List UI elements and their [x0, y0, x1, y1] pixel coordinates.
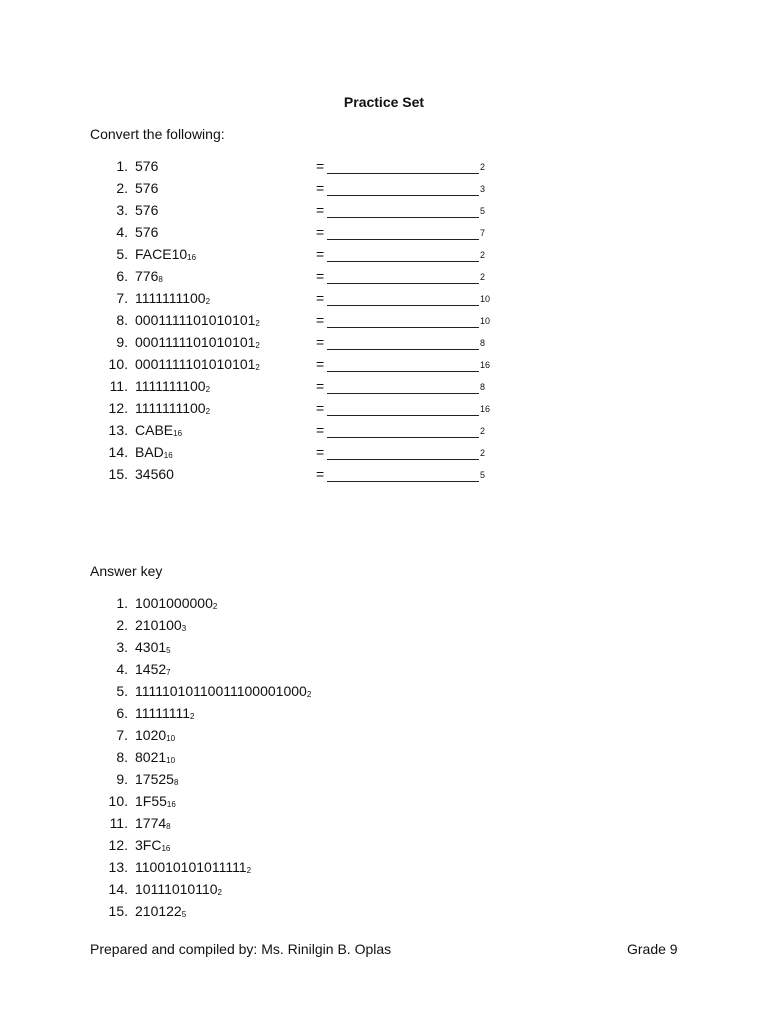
answer-base: 2: [246, 866, 252, 875]
question-value: [135, 180, 158, 196]
answer-value: [135, 771, 178, 787]
question-value-text: 576: [135, 180, 159, 196]
answer-row: [90, 617, 690, 637]
answer-number: 8.: [116, 749, 128, 765]
question-value: [135, 290, 210, 306]
answer-blank: [327, 202, 479, 218]
question-row: [90, 444, 690, 464]
equals-sign: =: [316, 312, 325, 328]
question-row: [90, 356, 690, 376]
answer-base: 2: [212, 602, 218, 611]
question-number: 8.: [116, 312, 128, 328]
equals-sign: =: [316, 422, 325, 438]
target-base: 3: [480, 184, 486, 194]
question-value: [135, 312, 260, 328]
answer-value-text: 210122: [135, 903, 182, 919]
question-row: [90, 378, 690, 398]
question-row: [90, 158, 690, 178]
question-row: [90, 180, 690, 200]
answer-row: [90, 793, 690, 813]
answer-base: 2: [217, 888, 222, 897]
question-row: [90, 334, 690, 354]
answer-value: [135, 661, 171, 677]
question-number: 1.: [116, 158, 128, 174]
question-row: [90, 246, 690, 266]
equals-sign: =: [316, 180, 325, 196]
target-base: 2: [480, 250, 486, 260]
question-value: [135, 378, 210, 394]
answer-blank: [327, 422, 479, 438]
page-title: Practice Set: [343, 94, 425, 110]
answer-row: [90, 771, 690, 791]
answer-number: 11.: [109, 815, 128, 831]
answer-blank: [327, 378, 479, 394]
equals-sign: =: [316, 224, 325, 240]
answer-value-text: 1001000000: [135, 595, 213, 611]
target-base: 2: [480, 162, 486, 172]
question-value: [135, 158, 158, 174]
question-value: [135, 268, 163, 284]
question-row: [90, 224, 690, 244]
question-value: [135, 224, 158, 240]
question-source-base: 8: [158, 275, 163, 284]
question-source-base: 2: [205, 297, 211, 306]
answer-number: 12.: [108, 837, 128, 853]
answer-base: 5: [181, 910, 187, 919]
question-value: [135, 356, 260, 372]
answer-blank: [327, 466, 479, 482]
answer-number: 2.: [116, 617, 128, 633]
answer-value: [135, 595, 217, 611]
answer-value: [135, 837, 170, 853]
answer-row: [90, 683, 690, 703]
equals-sign: =: [316, 290, 325, 306]
footer-author: Prepared and compiled by: Ms. Rinilgin B. Oplas: [90, 941, 392, 957]
question-source-base: 2: [255, 319, 260, 328]
answer-row: [90, 749, 690, 769]
target-base: 2: [480, 448, 486, 458]
answer-blank: [327, 268, 479, 284]
target-base: 10: [480, 316, 491, 326]
answer-value-text: 3FC: [135, 837, 162, 853]
question-value-text: 0001111101010101: [135, 334, 256, 350]
answer-value-text: 17525: [135, 771, 174, 787]
equals-sign: =: [316, 444, 325, 460]
question-row: [90, 202, 690, 222]
answer-number: 3.: [116, 639, 128, 655]
equals-sign: =: [316, 356, 325, 372]
question-row: [90, 400, 690, 420]
target-base: 5: [480, 206, 486, 216]
answer-blank: [327, 290, 479, 306]
answer-value: [135, 617, 186, 633]
answer-blank: [327, 334, 479, 350]
instruction-text: Convert the following:: [90, 126, 225, 142]
question-source-base: 16: [163, 451, 173, 460]
answer-base: 16: [161, 844, 171, 853]
question-value: [135, 466, 174, 482]
question-value-text: 0001111101010101: [135, 356, 256, 372]
equals-sign: =: [316, 268, 325, 284]
question-value-text: FACE10: [135, 246, 188, 262]
answer-number: 15.: [108, 903, 128, 919]
footer-grade: Grade 9: [627, 941, 678, 957]
question-row: [90, 466, 690, 486]
question-value-text: 1111111100: [135, 290, 206, 306]
answer-value: [135, 881, 222, 897]
answer-blank: [327, 180, 479, 196]
question-value: [135, 400, 210, 416]
question-row: [90, 290, 690, 310]
answer-blank: [327, 158, 479, 174]
answer-row: [90, 595, 690, 615]
answer-value-text: 11111010110011100001000: [135, 683, 307, 699]
answer-value: [135, 727, 175, 743]
question-source-base: 2: [205, 385, 211, 394]
answer-base: 5: [166, 646, 171, 655]
answer-value: [135, 683, 311, 699]
answer-value-text: 10111010110: [135, 881, 218, 897]
answer-value-text: 1452: [135, 661, 167, 677]
answer-base: 8: [166, 822, 171, 831]
question-number: 7.: [116, 290, 128, 306]
answer-blank: [327, 444, 479, 460]
target-base: 10: [480, 294, 491, 304]
answer-row: [90, 727, 690, 747]
target-base: 5: [480, 470, 486, 480]
answer-value: [135, 749, 175, 765]
question-value-text: 1111111100: [135, 400, 206, 416]
answer-number: 13.: [108, 859, 128, 875]
answer-value-text: 8021: [135, 749, 167, 765]
question-source-base: 16: [173, 429, 183, 438]
answer-blank: [327, 224, 479, 240]
question-value: [135, 334, 260, 350]
target-base: 2: [480, 272, 486, 282]
question-value: [135, 246, 196, 262]
answer-number: 7.: [116, 727, 128, 743]
answer-number: 10.: [108, 793, 128, 809]
equals-sign: =: [316, 334, 325, 350]
answer-row: [90, 837, 690, 857]
question-number: 3.: [116, 202, 128, 218]
answer-value: [135, 705, 194, 721]
question-source-base: 2: [255, 363, 260, 372]
equals-sign: =: [316, 466, 325, 482]
equals-sign: =: [316, 400, 325, 416]
answer-value: [135, 793, 176, 809]
question-row: [90, 422, 690, 442]
question-source-base: 2: [205, 407, 211, 416]
answer-row: [90, 639, 690, 659]
target-base: 2: [480, 426, 486, 436]
equals-sign: =: [316, 378, 325, 394]
answer-value: [135, 639, 171, 655]
target-base: 16: [480, 360, 491, 370]
question-row: [90, 312, 690, 332]
equals-sign: =: [316, 158, 325, 174]
answer-row: [90, 859, 690, 879]
answer-base: 2: [306, 690, 312, 699]
question-number: 6.: [116, 268, 128, 284]
answer-base: 10: [166, 734, 176, 743]
answer-value-text: 11111111: [135, 705, 191, 721]
question-number: 4.: [116, 224, 128, 240]
question-value-text: 1111111100: [135, 378, 206, 394]
question-number: 9.: [116, 334, 128, 350]
question-number: 13.: [108, 422, 128, 438]
answer-value-text: 110010101011111: [135, 859, 247, 875]
answer-blank: [327, 246, 479, 262]
answer-base: 16: [166, 800, 176, 809]
answer-number: 5.: [116, 683, 128, 699]
question-number: 14.: [108, 444, 128, 460]
answer-row: [90, 705, 690, 725]
question-source-base: 16: [187, 253, 197, 262]
answer-row: [90, 815, 690, 835]
answer-value-text: 210100: [135, 617, 182, 633]
answer-value-text: 4301: [135, 639, 167, 655]
question-value-text: 34560: [135, 466, 174, 482]
answer-value-text: 1020: [135, 727, 167, 743]
answer-value: [135, 859, 251, 875]
answer-key-heading: Answer key: [90, 563, 163, 579]
question-number: 11.: [109, 378, 128, 394]
question-value: [135, 444, 173, 460]
answer-blank: [327, 356, 479, 372]
target-base: 7: [480, 228, 486, 238]
question-value-text: CABE: [135, 422, 174, 438]
answer-base: 7: [166, 668, 171, 677]
question-number: 12.: [108, 400, 128, 416]
question-value-text: 576: [135, 158, 159, 174]
answer-base: 3: [181, 624, 187, 633]
question-number: 15.: [108, 466, 128, 482]
answer-value: [135, 903, 186, 919]
answer-number: 9.: [116, 771, 128, 787]
answer-value-text: 1F55: [135, 793, 167, 809]
answer-row: [90, 881, 690, 901]
question-value: [135, 202, 158, 218]
target-base: 16: [480, 404, 491, 414]
question-number: 10.: [108, 356, 128, 372]
answer-base: 2: [190, 712, 195, 721]
answer-row: [90, 903, 690, 923]
answer-value-text: 1774: [135, 815, 167, 831]
answer-number: 4.: [116, 661, 128, 677]
question-value-text: BAD: [135, 444, 164, 460]
question-value-text: 576: [135, 202, 159, 218]
answer-blank: [327, 400, 479, 416]
answer-number: 1.: [116, 595, 128, 611]
question-value-text: 0001111101010101: [135, 312, 256, 328]
question-row: [90, 268, 690, 288]
target-base: 8: [480, 338, 486, 348]
question-value: [135, 422, 182, 438]
equals-sign: =: [316, 202, 325, 218]
question-number: 5.: [116, 246, 128, 262]
question-value-text: 576: [135, 224, 159, 240]
answer-base: 10: [166, 756, 176, 765]
answer-number: 6.: [116, 705, 128, 721]
answer-blank: [327, 312, 479, 328]
target-base: 8: [480, 382, 486, 392]
answer-value: [135, 815, 171, 831]
equals-sign: =: [316, 246, 325, 262]
question-number: 2.: [116, 180, 128, 196]
answer-number: 14.: [108, 881, 128, 897]
question-value-text: 776: [135, 268, 159, 284]
question-source-base: 2: [255, 341, 260, 350]
answer-base: 8: [173, 778, 179, 787]
answer-row: [90, 661, 690, 681]
